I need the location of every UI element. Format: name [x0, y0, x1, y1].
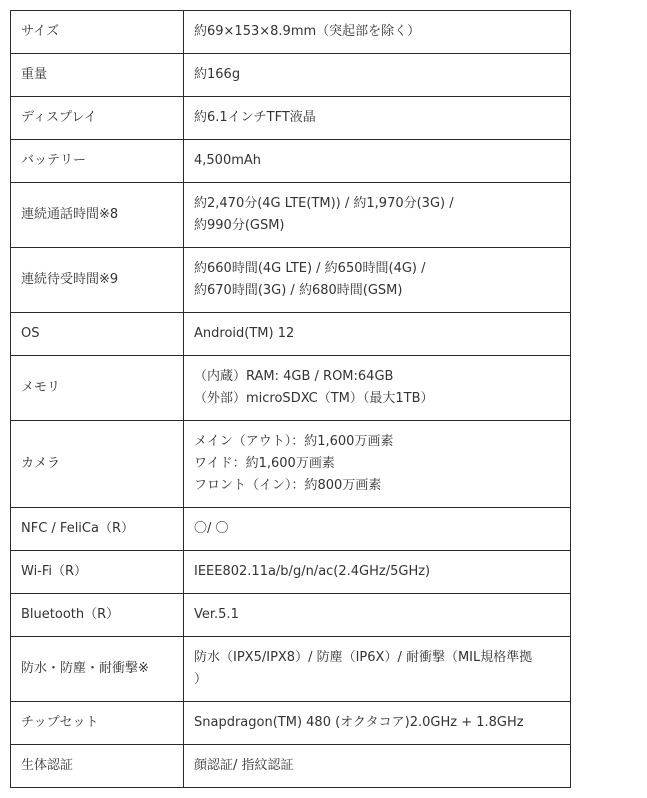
row-value: （内蔵）RAM: 4GB / ROM:64GB （外部）microSDXC（TM）（最大1TB） — [184, 356, 571, 421]
row-value: Snapdragon(TM) 480 (オクタコア)2.0GHz + 1.8GHz — [184, 702, 571, 745]
row-value: メイン（アウト）：約1,600万画素 ワイド：約1,600万画素 フロント（イン）：約800万画素 — [184, 421, 571, 508]
row-label: 重量 — [11, 54, 184, 97]
table-row-water-dust-shock — [11, 637, 571, 702]
row-label: ディスプレイ — [11, 97, 184, 140]
row-label: 生体認証 — [11, 745, 184, 788]
row-label: Bluetooth（R） — [11, 594, 184, 637]
row-label: サイズ — [11, 11, 184, 54]
row-value: 4,500mAh — [184, 140, 571, 183]
row-value: 約69×153×8.9mm（突起部を除く） — [184, 11, 571, 54]
row-value: Ver.5.1 — [184, 594, 571, 637]
row-value: 顔認証/ 指紋認証 — [184, 745, 571, 788]
table-row-camera — [11, 421, 571, 508]
row-label: NFC / FeliCa（R） — [11, 508, 184, 551]
row-label: 連続通話時間※8 — [11, 183, 184, 248]
table-row-battery — [11, 140, 571, 183]
table-row-biometrics — [11, 745, 571, 788]
row-value: 〇/ 〇 — [184, 508, 571, 551]
row-label: 連続待受時間※9 — [11, 248, 184, 313]
table-row-bluetooth — [11, 594, 571, 637]
row-label: バッテリー — [11, 140, 184, 183]
row-value: 約660時間(4G LTE) / 約650時間(4G) / 約670時間(3G) / 約680時間(GSM) — [184, 248, 571, 313]
row-label: 防水・防塵・耐衝撃※ — [11, 637, 184, 702]
table-row-nfc — [11, 508, 571, 551]
row-value: 約6.1インチTFT液晶 — [184, 97, 571, 140]
table-row-standby-time — [11, 248, 571, 313]
table-row-memory — [11, 356, 571, 421]
row-value: Android(TM) 12 — [184, 313, 571, 356]
row-label: チップセット — [11, 702, 184, 745]
row-value: 約166g — [184, 54, 571, 97]
table-row-size — [11, 11, 571, 54]
table-row-display — [11, 97, 571, 140]
spec-table — [10, 10, 571, 788]
table-row-chipset — [11, 702, 571, 745]
row-label: メモリ — [11, 356, 184, 421]
table-row-talk-time — [11, 183, 571, 248]
row-value: IEEE802.11a/b/g/n/ac(2.4GHz/5GHz) — [184, 551, 571, 594]
row-value: 防水（IPX5/IPX8）/ 防塵（IP6X）/ 耐衝撃（MIL規格準拠 ） — [184, 637, 571, 702]
table-row-os — [11, 313, 571, 356]
row-value: 約2,470分(4G LTE(TM)) / 約1,970分(3G) / 約990分(GSM) — [184, 183, 571, 248]
row-label: Wi-Fi（R） — [11, 551, 184, 594]
table-row-wifi — [11, 551, 571, 594]
row-label: OS — [11, 313, 184, 356]
row-label: カメラ — [11, 421, 184, 508]
table-row-weight — [11, 54, 571, 97]
